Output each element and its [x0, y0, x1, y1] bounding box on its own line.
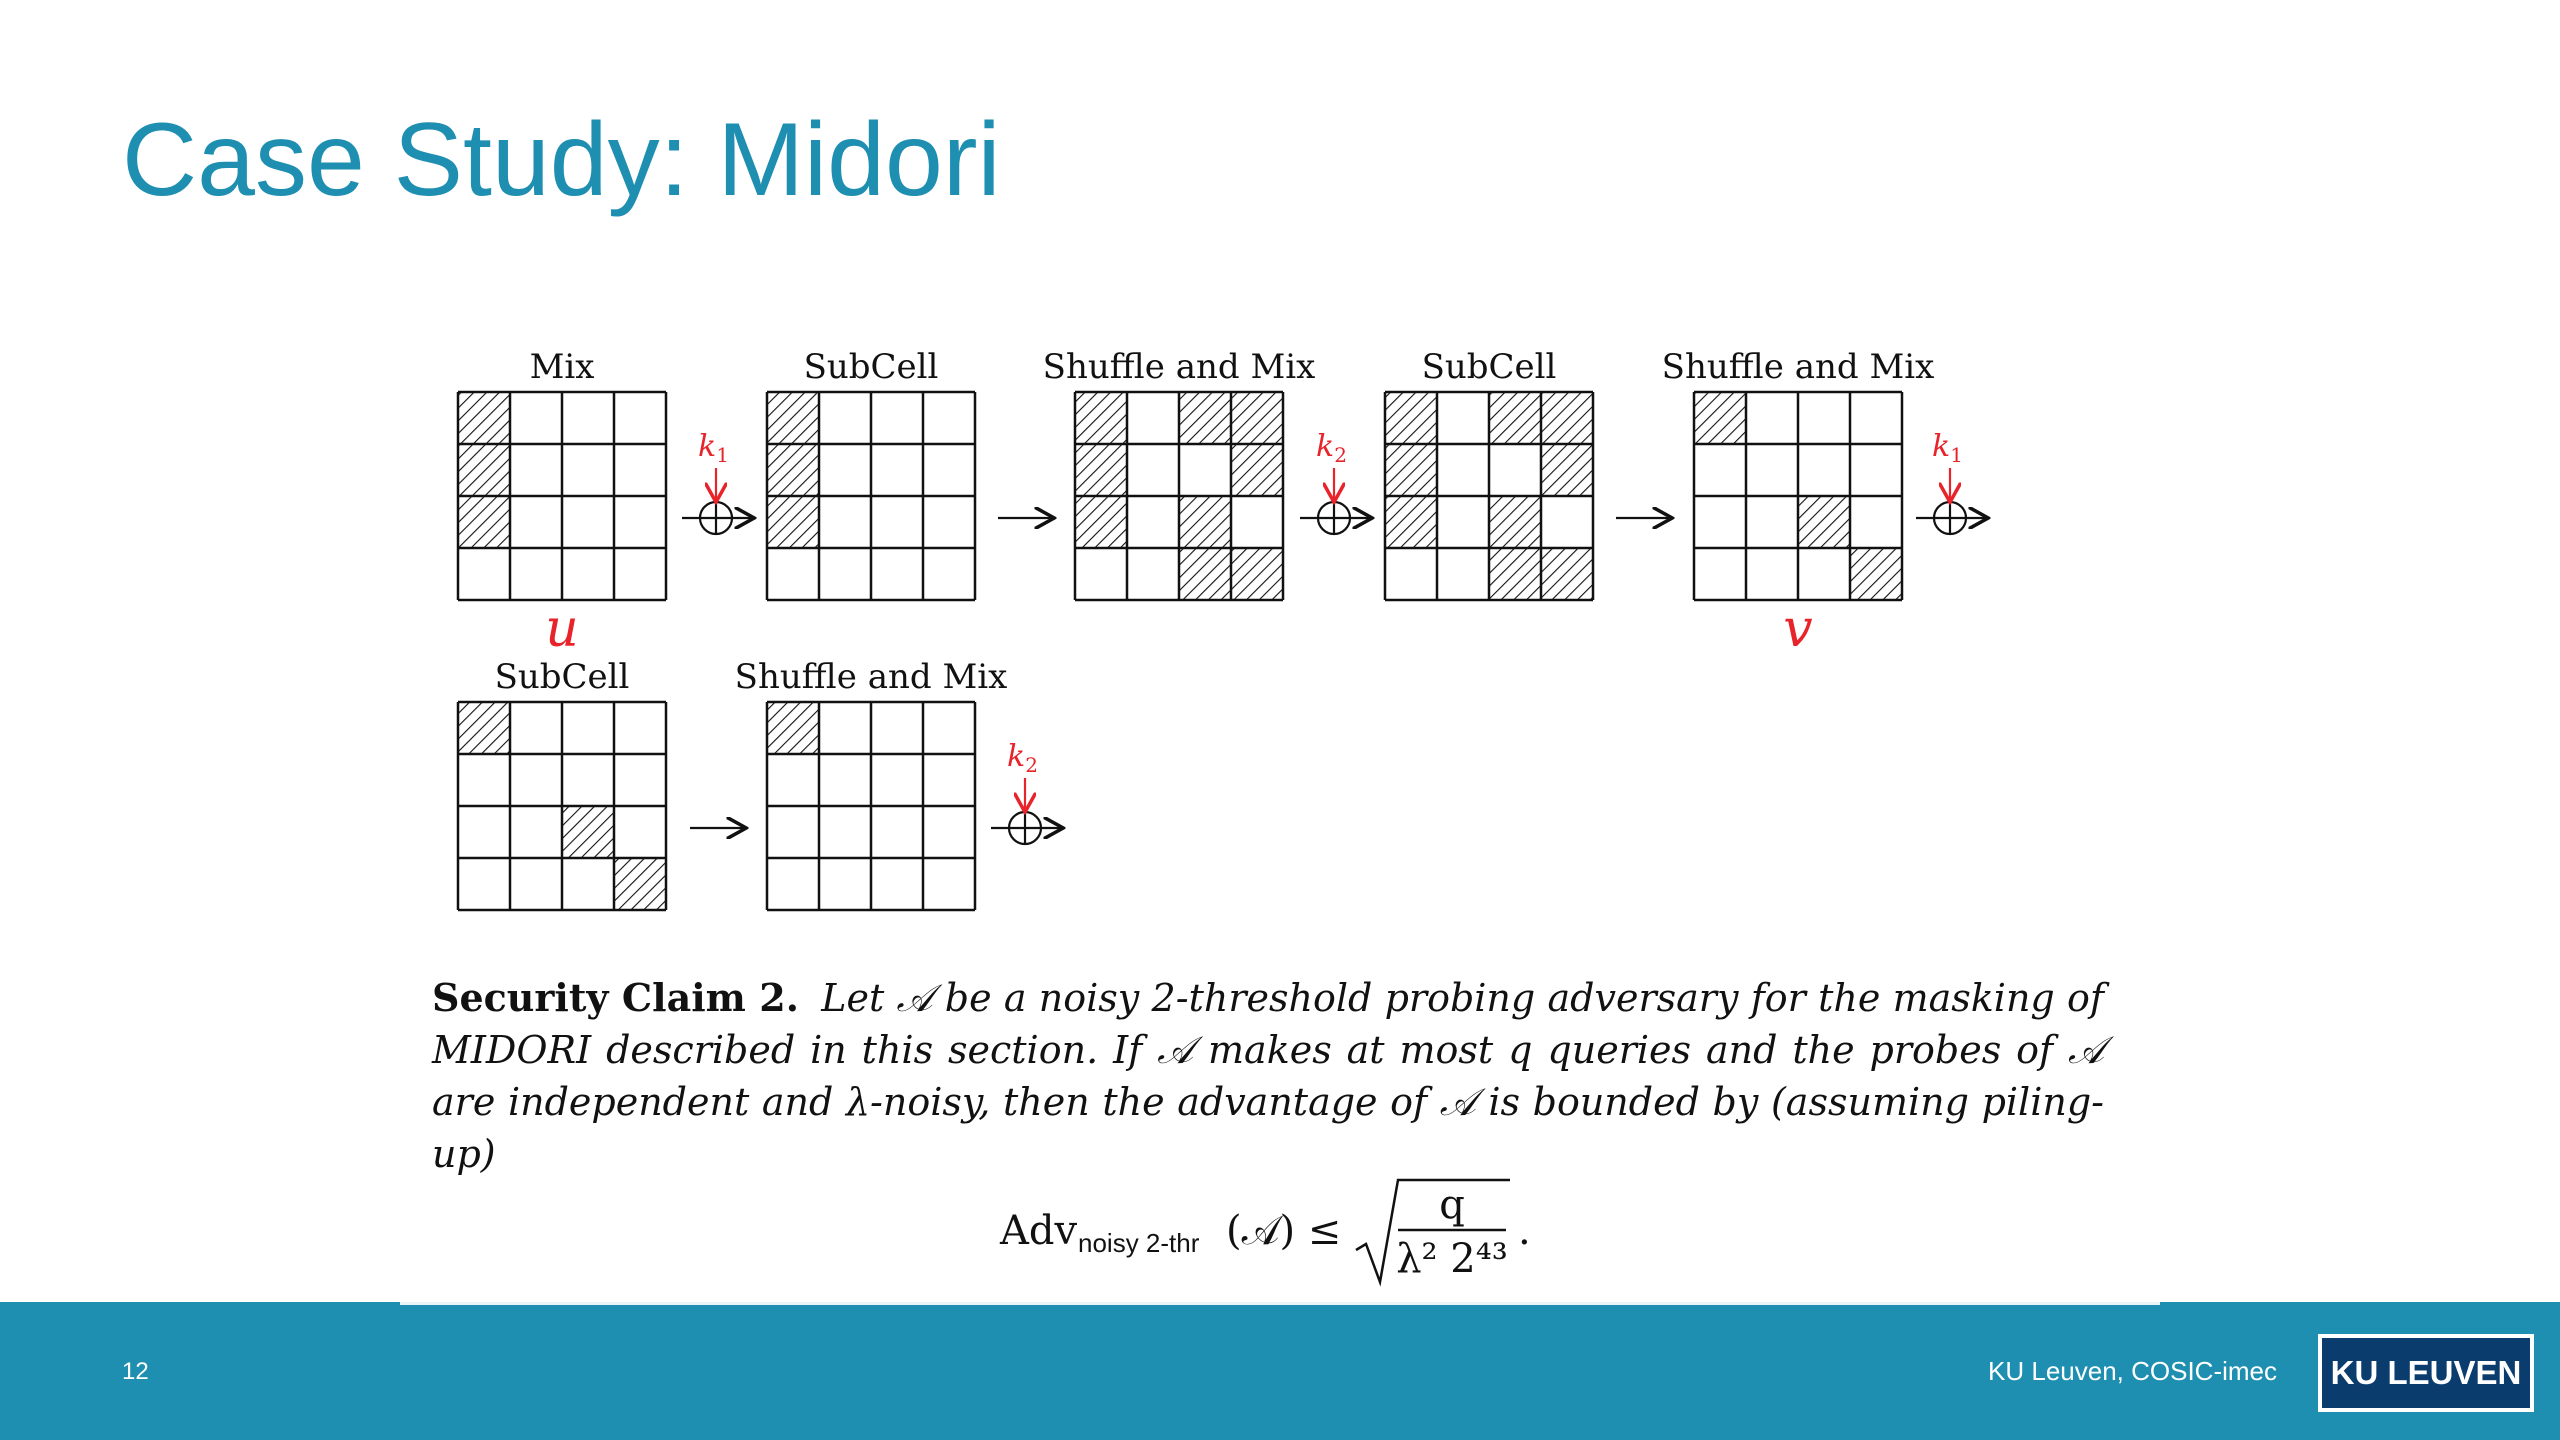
hatched-cell	[1385, 496, 1437, 548]
hatched-cell	[1694, 392, 1746, 444]
institution-name: KU Leuven, COSIC-imec	[1988, 1356, 2277, 1386]
panel-label: Shuffle and Mix	[734, 657, 1008, 697]
hatched-cell	[1075, 392, 1127, 444]
key-label: $k_2$	[1007, 739, 1038, 777]
claim-lead: Security Claim 2.	[432, 975, 799, 1020]
hatched-cell	[1541, 548, 1593, 600]
key-label: $k_1$	[698, 429, 729, 467]
state-label-u: u	[545, 599, 579, 659]
hatched-cell	[1231, 548, 1283, 600]
hatched-cell	[767, 496, 819, 548]
hatched-cell	[767, 444, 819, 496]
hatched-cell	[767, 702, 819, 754]
formula-end: .	[1518, 1208, 1531, 1254]
hatched-cell	[562, 806, 614, 858]
hatched-cell	[1075, 496, 1127, 548]
hatched-cell	[1489, 548, 1541, 600]
key-label: $k_1$	[1932, 429, 1963, 467]
hatched-cell	[458, 444, 510, 496]
hatched-cell	[1489, 496, 1541, 548]
page-number: 12	[122, 1358, 149, 1385]
key-label: $k_2$	[1316, 429, 1347, 467]
hatched-cell	[614, 858, 666, 910]
hatched-cell	[1231, 392, 1283, 444]
sqrt-sign	[1356, 1180, 1510, 1282]
hatched-cell	[1179, 392, 1231, 444]
formula-subscript: noisy 2-thr	[1078, 1228, 1200, 1258]
hatched-cell	[1179, 548, 1231, 600]
hatched-cell	[1489, 392, 1541, 444]
security-claim	[432, 972, 2104, 1180]
footer-divider	[400, 1302, 2160, 1305]
panel-label: Shuffle and Mix	[1042, 347, 1316, 387]
hatched-cell	[1541, 444, 1593, 496]
ku-leuven-logo: KU LEUVEN	[2318, 1334, 2534, 1412]
hatched-cell	[458, 496, 510, 548]
formula-denominator: λ² 2⁴³	[1396, 1236, 1508, 1282]
panel-label: SubCell	[494, 657, 630, 697]
hatched-cell	[1798, 496, 1850, 548]
hatched-cell	[1385, 444, 1437, 496]
hatched-cell	[1385, 392, 1437, 444]
hatched-cell	[767, 392, 819, 444]
hatched-cell	[458, 702, 510, 754]
formula-numerator: q	[1439, 1182, 1465, 1228]
hatched-cell	[1179, 496, 1231, 548]
panel-label: SubCell	[803, 347, 939, 387]
panel-label: SubCell	[1421, 347, 1557, 387]
hatched-cell	[458, 392, 510, 444]
hatched-cell	[1075, 444, 1127, 496]
state-label-v: v	[1783, 599, 1813, 659]
panel-label: Mix	[529, 347, 595, 387]
hatched-cell	[1850, 548, 1902, 600]
formula-argument: (𝒜) ≤	[1226, 1208, 1342, 1254]
panel-label: Shuffle and Mix	[1661, 347, 1935, 387]
hatched-cell	[1541, 392, 1593, 444]
hatched-cell	[1231, 444, 1283, 496]
slide-title: Case Study: Midori	[122, 102, 1001, 218]
claim-text: Let 𝒜 be a noisy 2-threshold probing adversary for the masking of MIDORI described in this section. If 𝒜 makes at most q queries and the probes of 𝒜 are independent and λ-noisy, then the advantage of 𝒜 is bounded by (assuming piling-up)	[432, 976, 2104, 1176]
formula-adv: Adv	[1000, 1208, 1078, 1254]
